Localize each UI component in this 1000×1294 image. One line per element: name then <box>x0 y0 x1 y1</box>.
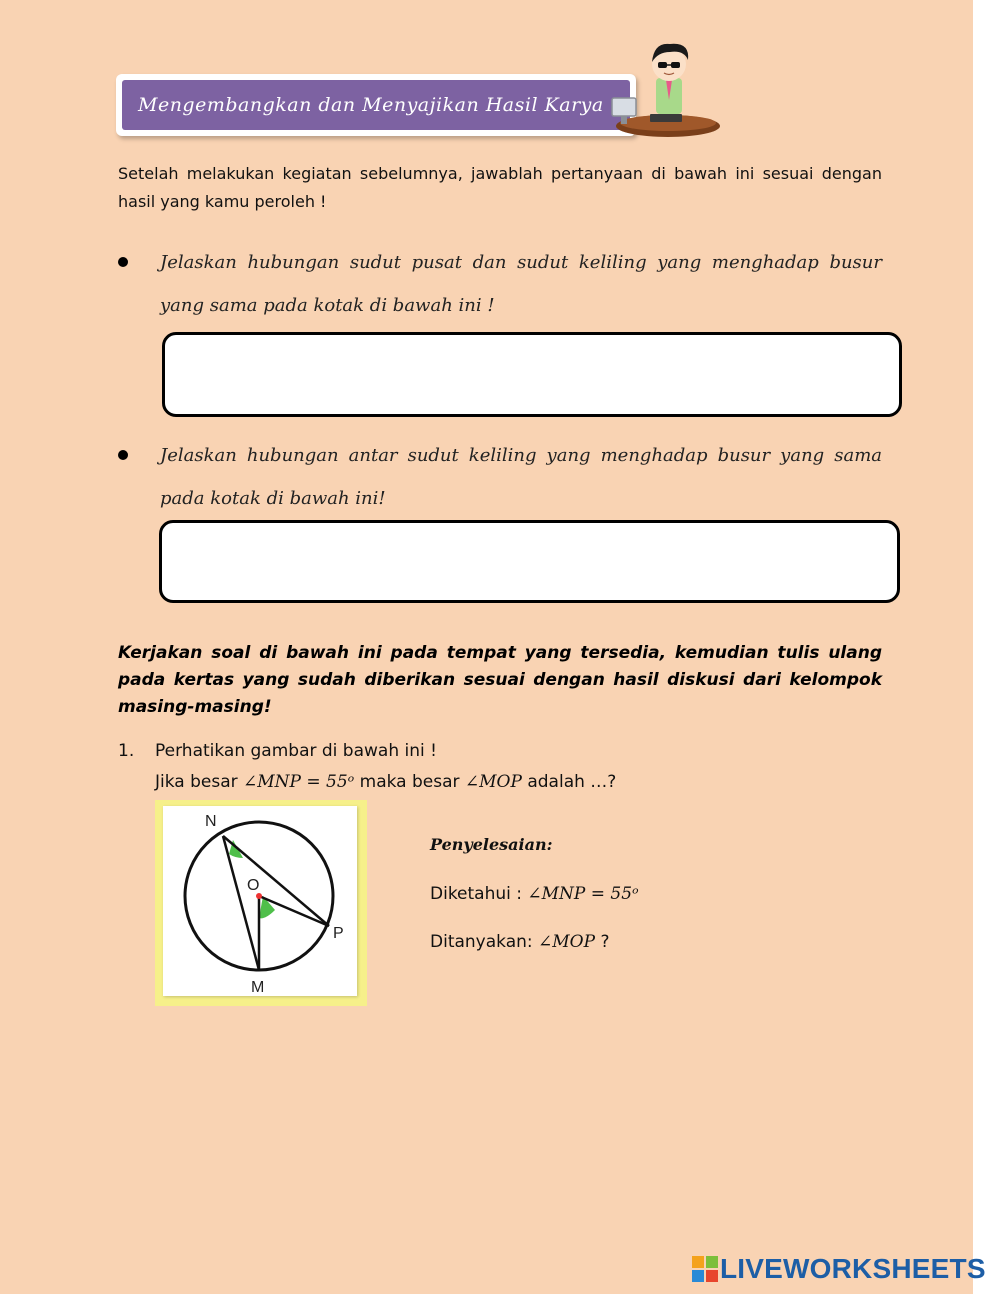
solution-known <box>430 884 639 904</box>
question-math: ∠MOP <box>464 772 522 792</box>
known-label: Diketahui : <box>430 884 528 904</box>
bullet-dot <box>118 257 128 267</box>
label-o: O <box>247 877 260 894</box>
section-banner <box>116 74 636 136</box>
answer-box-2[interactable] <box>159 520 900 603</box>
bullet-item <box>118 241 882 327</box>
known-math: ∠MNP = 55ᵒ <box>527 884 639 904</box>
circle-diagram <box>163 806 357 996</box>
bullet-dot <box>118 450 128 460</box>
question-text: adalah …? <box>521 772 617 792</box>
liveworksheets-logo[interactable] <box>692 1252 986 1286</box>
label-p: P <box>333 925 344 942</box>
question-line-1: Perhatikan gambar di bawah ini ! <box>155 741 437 761</box>
asked-post: ? <box>595 932 610 952</box>
bullet-text: Jelaskan hubungan antar sudut keliling yang menghadap busur yang sama pada kotak di bawah ini! <box>160 445 882 509</box>
asked-label: Ditanyakan: <box>430 932 539 952</box>
page-margin <box>973 0 1000 1294</box>
banner-inner <box>122 80 630 130</box>
intro-text: Setelah melakukan kegiatan sebelumnya, jawablah pertanyaan di bawah ini sesuai dengan hasil yang kamu peroleh ! <box>118 164 882 211</box>
question-text: Jika besar <box>155 772 244 792</box>
task-instructions: Kerjakan soal di bawah ini pada tempat yang tersedia, kemudian tulis ulang pada kertas yang sudah diberikan sesuai dengan hasil diskusi dari kelompok masing-masing! <box>118 643 882 717</box>
answer-box-1[interactable] <box>162 332 902 417</box>
label-n: N <box>205 813 217 830</box>
question-text: maka besar <box>354 772 465 792</box>
logo-text: LIVEWORKSHEETS <box>720 1253 986 1284</box>
label-m: M <box>251 979 265 996</box>
banner-title: Mengembangkan dan Menyajikan Hasil Karya <box>138 94 604 116</box>
asked-math: ∠MOP <box>538 932 596 952</box>
solution-heading: Penyelesaian: <box>430 835 553 854</box>
logo-icon <box>692 1256 718 1282</box>
figure-canvas <box>163 806 357 996</box>
question-number: 1. <box>118 741 135 761</box>
circle-figure <box>155 800 367 1006</box>
question-math: ∠MNP = 55ᵒ <box>243 772 355 792</box>
solution-asked <box>430 932 610 952</box>
bullet-text: Jelaskan hubungan sudut pusat dan sudut keliling yang menghadap busur yang sama pada kotak di bawah ini ! <box>160 252 882 316</box>
mascot-illustration <box>598 40 723 140</box>
question-line-2 <box>155 772 616 792</box>
bullet-item <box>118 434 882 520</box>
